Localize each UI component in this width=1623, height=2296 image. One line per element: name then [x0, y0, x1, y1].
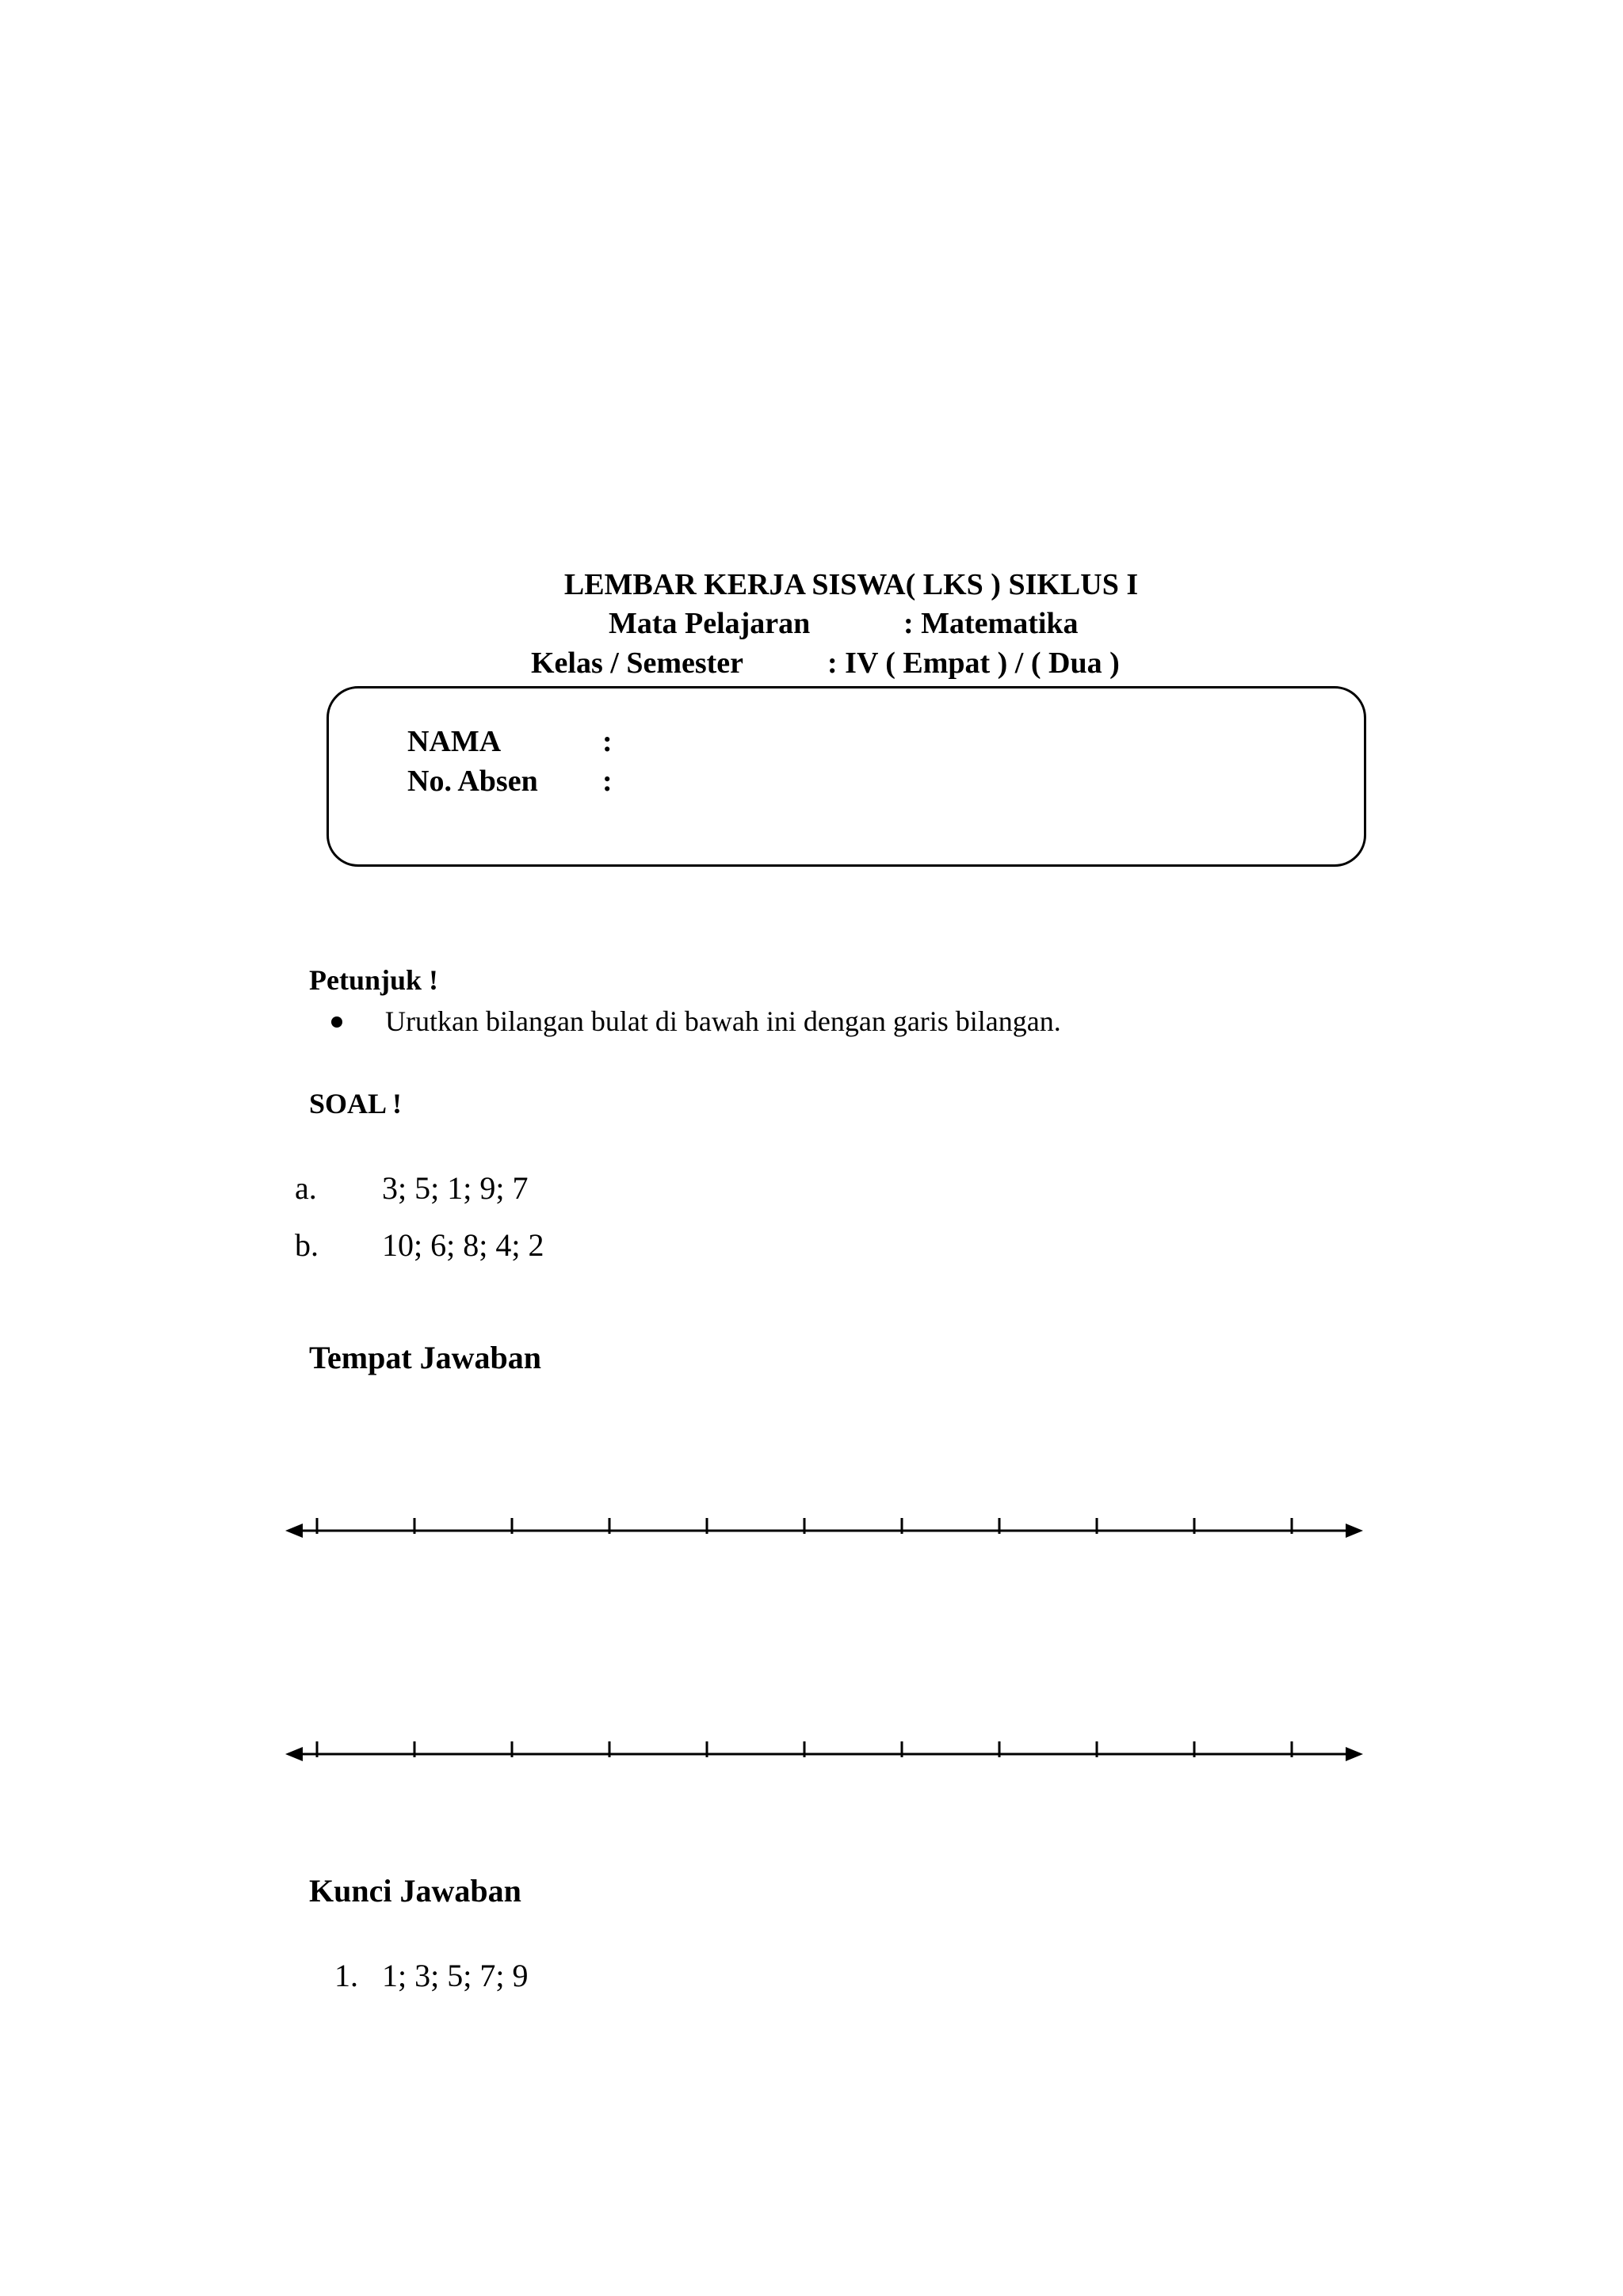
arrow-right-icon	[1346, 1747, 1363, 1761]
absen-colon: :	[602, 765, 613, 798]
instructions-heading: Petunjuk !	[309, 964, 439, 996]
subject-value: : Matematika	[903, 607, 1079, 640]
answer-area-heading: Tempat Jawaban	[309, 1340, 542, 1375]
instruction-item: Urutkan bilangan bulat di bawah ini dengan garis bilangan.	[385, 1005, 1061, 1037]
question-marker-b: b.	[295, 1227, 319, 1263]
number-line-2	[285, 1738, 1363, 1770]
question-marker-a: a.	[295, 1170, 317, 1206]
bullet-icon	[331, 1016, 342, 1028]
number-line-1	[285, 1515, 1363, 1547]
class-semester-value: : IV ( Empat ) / ( Dua )	[827, 646, 1120, 680]
question-text-b: 10; 6; 8; 4; 2	[382, 1227, 544, 1263]
answer-key-heading: Kunci Jawaban	[309, 1873, 521, 1909]
absen-label: No. Absen	[407, 765, 538, 798]
answer-key-marker: 1.	[334, 1958, 358, 1993]
subject-label: Mata Pelajaran	[609, 607, 811, 640]
class-semester-label: Kelas / Semester	[531, 646, 744, 680]
questions-heading: SOAL !	[309, 1088, 403, 1119]
answer-key-text: 1; 3; 5; 7; 9	[382, 1958, 529, 1993]
question-text-a: 3; 5; 1; 9; 7	[382, 1170, 529, 1206]
arrow-right-icon	[1346, 1524, 1363, 1538]
worksheet-title: LEMBAR KERJA SISWA( LKS ) SIKLUS I	[563, 568, 1139, 601]
arrow-left-icon	[285, 1524, 303, 1538]
name-label: NAMA	[407, 725, 502, 758]
name-colon: :	[602, 725, 613, 758]
arrow-left-icon	[285, 1747, 303, 1761]
